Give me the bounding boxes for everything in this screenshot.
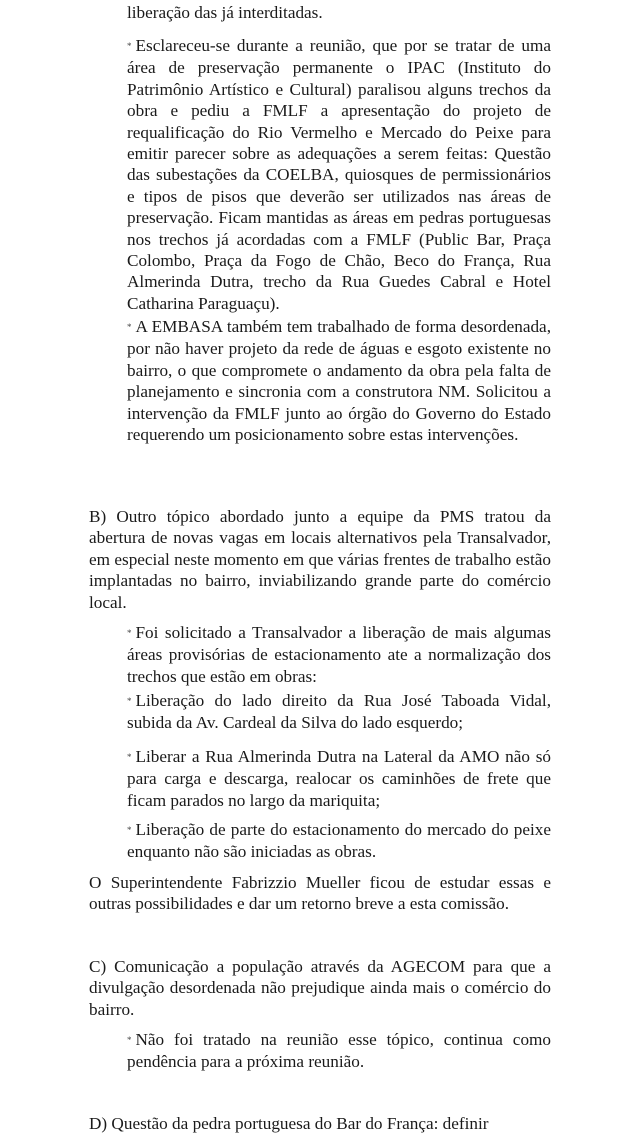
section-b-bullet-3: * Liberar a Rua Almerinda Dutra na Lateral da AMO não só para carga e descarga, realocar os caminhões de frete que ficam parados no largo da mariquita; <box>127 747 551 810</box>
section-b-heading: B) Outro tópico abordado junto a equipe da PMS tratou da abertura de novas vagas em locais alternativos pela Transalvador, em especial neste momento em que várias frentes de trabalho estão implantadas no bairro, inviabilizando grande parte do comércio local. <box>89 507 551 612</box>
top-fragment: liberação das já interditadas. <box>127 3 323 22</box>
bullet-icon: * <box>127 628 132 638</box>
bullet-icon: * <box>127 752 132 762</box>
section-d-heading: D) Questão da pedra portuguesa do Bar do França: definir <box>89 1114 489 1133</box>
section-b-bullet-1: * Foi solicitado a Transalvador a liberação de mais algumas áreas provisórias de estacionamento ate a normalização dos trechos que estão em obras: <box>127 623 551 686</box>
bullet-paragraph-embasa: * A EMBASA também tem trabalhado de forma desordenada, por não haver projeto da rede de águas e esgoto existente no bairro, o que compromete o andamento da obra pela falta de planejamento e sincronia com a construtora NM. Solicitou a intervenção da FMLF junto ao órgão do Governo do Estado requerendo um posicionamento sobre estas intervenções. <box>127 317 551 445</box>
section-c-bullet-1: * Não foi tratado na reunião esse tópico, continua como pendência para a próxima reunião. <box>127 1030 551 1072</box>
section-b-bullet-4: * Liberação de parte do estacionamento do mercado do peixe enquanto não são iniciadas as obras. <box>127 820 551 862</box>
bullet-icon: * <box>127 41 132 51</box>
section-b-closing: O Superintendente Fabrizzio Mueller ficou de estudar essas e outras possibilidades e dar um retorno breve a esta comissão. <box>89 873 551 914</box>
bullet-paragraph-ipac: * Esclareceu-se durante a reunião, que por se tratar de uma área de preservação permanente o IPAC (Instituto do Patrimônio Artístico e Cultural) paralisou alguns trechos da obra e pediu a FMLF a apresentação do projeto de requalificação do Rio Vermelho e Mercado do Peixe para emitir parecer sobre as adequações a serem feitas: Questão das subestações da COELBA, quiosques de permissionários e tipos de pisos que deverão ser utilizados nas áreas de preservação. Ficam mantidas as áreas em pedras portuguesas nos trechos já acordadas com a FMLF (Public Bar, Praça Colombo, Praça da Fogo de Chão, Beco do França, Rua Almerinda Dutra, trecho da Rua Guedes Cabral e Hotel Catharina Paraguaçu). <box>127 36 551 313</box>
bullet-icon: * <box>127 696 132 706</box>
section-c-heading: C) Comunicação a população através da AGECOM para que a divulgação desordenada não prejudique ainda mais o comércio do bairro. <box>89 957 551 1019</box>
bullet-icon: * <box>127 825 132 835</box>
section-b-bullet-2: * Liberação do lado direito da Rua José Taboada Vidal, subida da Av. Cardeal da Silva do lado esquerdo; <box>127 691 551 733</box>
bullet-icon: * <box>127 1035 132 1045</box>
bullet-icon: * <box>127 322 132 332</box>
